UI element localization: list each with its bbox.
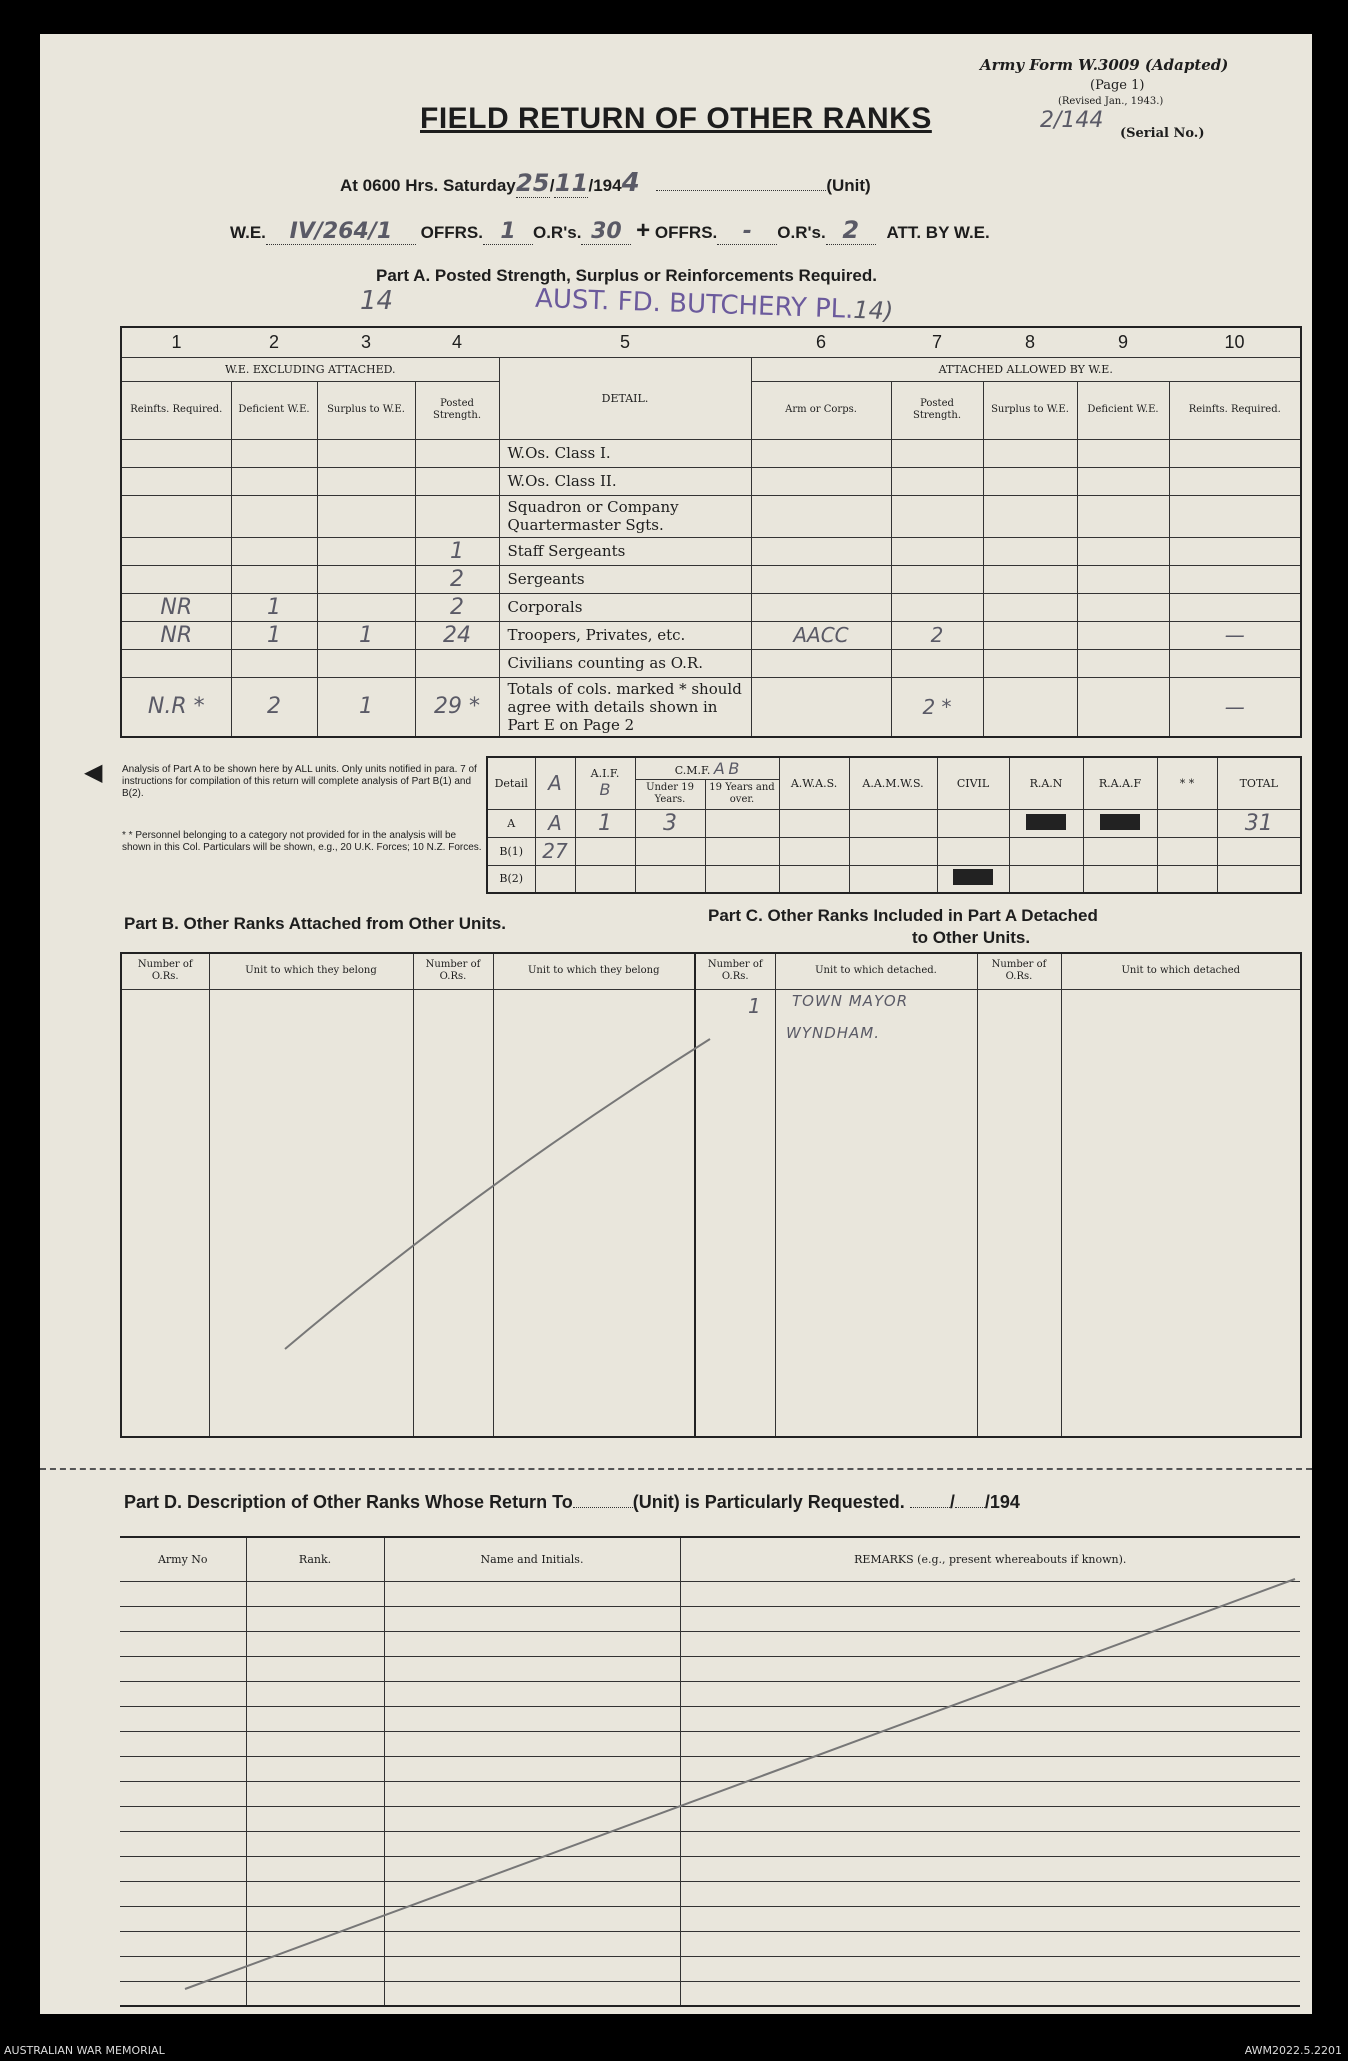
analysis-row-label: B(2)	[487, 865, 535, 893]
part-a-cell	[891, 593, 983, 621]
part-a-detail: Civilians counting as O.R.	[499, 649, 751, 677]
serial-value: 2/144	[1040, 108, 1104, 133]
part-a-cell	[317, 537, 415, 565]
part-a-cell	[317, 467, 415, 495]
part-bc-cell	[1061, 1405, 1301, 1437]
part-bc-cell	[121, 989, 209, 1021]
part-b-col: Number of O.Rs.	[413, 953, 493, 989]
part-a-cell: 2	[415, 593, 499, 621]
part-a-row	[121, 649, 1301, 677]
aif-label: A.I.F.	[590, 767, 620, 781]
part-bc-cell	[1061, 1085, 1301, 1117]
redacted-civil	[937, 865, 1009, 893]
analysis-header-civil: CIVIL	[937, 757, 1009, 809]
analysis-header-ran: R.A.N	[1009, 757, 1083, 809]
part-a-cell	[121, 649, 231, 677]
col-number: 6	[751, 327, 891, 357]
footer-right: AWM2022.5.2201	[1244, 2044, 1342, 2057]
part-a-note: 14	[360, 286, 394, 316]
analysis-header-aif	[575, 757, 635, 809]
part-bc-cell	[121, 1309, 209, 1341]
part-a-cell: 2	[231, 677, 317, 737]
part-bc-cell	[1061, 1341, 1301, 1373]
part-a-cell: 2	[891, 621, 983, 649]
page-label: (Page 1)	[1090, 78, 1145, 93]
date-year: /194	[588, 176, 622, 195]
part-a-cell	[1077, 649, 1169, 677]
analysis-cell: 27	[535, 837, 575, 865]
part-bc-cell	[977, 1085, 1061, 1117]
part-a-detail: Sergeants	[499, 565, 751, 593]
cmf-label: C.M.F.	[674, 763, 711, 777]
day-value: 25	[516, 169, 550, 197]
part-a-cell	[317, 495, 415, 537]
part-a-cell: 24	[415, 621, 499, 649]
analysis-note: Analysis of Part A to be shown here by ALL units. Only units notified in para. 7 of instructions for compilation of this return will complete analysis of Part B(1) and B(2).	[122, 764, 477, 799]
part-a-cell	[1169, 467, 1301, 495]
part-c-col: Number of O.Rs.	[695, 953, 775, 989]
right-col-header: Deficient W.E.	[1077, 381, 1169, 439]
part-a-cell	[983, 467, 1077, 495]
left-col-header: Reinfts. Required.	[121, 381, 231, 439]
part-a-row	[121, 593, 1301, 621]
right-col-header: Posted Strength.	[891, 381, 983, 439]
part-bc-cell	[121, 1021, 209, 1053]
col-number: 2	[231, 327, 317, 357]
col-number-row	[121, 327, 1301, 357]
right-group-header: ATTACHED ALLOWED BY W.E.	[751, 357, 1301, 381]
left-col-header: Posted Strength.	[415, 381, 499, 439]
part-bc-cell	[121, 1181, 209, 1213]
part-bc-cell	[1061, 1181, 1301, 1213]
part-c-heading-1: Part C. Other Ranks Included in Part A Detached	[708, 906, 1098, 925]
part-a-cell	[121, 495, 231, 537]
ors-label: O.R's.	[532, 223, 582, 242]
cmf-under-19: Under 19 Years.	[635, 779, 705, 809]
part-bc-cell	[121, 1245, 209, 1277]
part-bc-row	[121, 1373, 1301, 1405]
part-bc-cell	[977, 1245, 1061, 1277]
part-a-cell	[891, 537, 983, 565]
stamp-text: AUST. FD. BUTCHERY PL.	[534, 283, 854, 325]
page-title: FIELD RETURN OF OTHER RANKS	[420, 102, 932, 135]
part-a-cell	[891, 565, 983, 593]
part-bc-cell	[121, 1085, 209, 1117]
part-bc-cell	[775, 1053, 977, 1085]
redacted-raaf	[1083, 809, 1157, 837]
part-bc-cell	[1061, 1309, 1301, 1341]
part-bc-cell	[413, 1373, 493, 1405]
analysis-header-awas: A.W.A.S.	[779, 757, 849, 809]
part-bc-cell	[121, 1341, 209, 1373]
analysis-header-raaf: R.A.A.F	[1083, 757, 1157, 809]
part-bc-cell	[977, 1149, 1061, 1181]
part-bc-cell	[493, 989, 695, 1021]
part-bc-cell	[977, 1277, 1061, 1309]
part-a-cell	[317, 439, 415, 467]
part-a-cell	[1169, 565, 1301, 593]
part-b-strikethrough	[280, 1034, 720, 1354]
part-bc-cell	[977, 1213, 1061, 1245]
we-value: IV/264/1	[266, 219, 416, 245]
part-a-cell: 2 *	[891, 677, 983, 737]
part-bc-cell	[1061, 1053, 1301, 1085]
part-a-row	[121, 467, 1301, 495]
part-a-heading: Part A. Posted Strength, Surplus or Reinforcements Required.	[376, 266, 877, 285]
part-a-cell	[1169, 495, 1301, 537]
part-bc-cell	[209, 989, 413, 1021]
part-bc-cell	[695, 989, 775, 1021]
part-a-cell: —	[1169, 677, 1301, 737]
part-a-cell: NR	[121, 621, 231, 649]
part-bc-cell	[977, 989, 1061, 1021]
part-bc-cell	[209, 1405, 413, 1437]
analysis-total: 31	[1217, 809, 1301, 837]
part-bc-cell	[775, 1085, 977, 1117]
arrow-mark: ◀	[84, 758, 103, 786]
footer-left: AUSTRALIAN WAR MEMORIAL	[4, 2044, 165, 2057]
analysis-header-other: * *	[1157, 757, 1217, 809]
part-a-row	[121, 565, 1301, 593]
part-a-detail: Squadron or Company Quartermaster Sgts.	[499, 495, 751, 537]
part-a-cell	[1169, 593, 1301, 621]
part-bc-cell	[493, 1405, 695, 1437]
part-bc-cell	[413, 989, 493, 1021]
part-a-cell: 1	[317, 621, 415, 649]
part-a-cell	[1169, 537, 1301, 565]
part-a-cell	[1169, 649, 1301, 677]
part-a-row	[121, 439, 1301, 467]
part-bc-cell	[1061, 1277, 1301, 1309]
part-a-cell	[751, 467, 891, 495]
we-label: W.E.	[230, 223, 266, 242]
part-a-cell	[1077, 565, 1169, 593]
analysis-row-label: B(1)	[487, 837, 535, 865]
analysis-cell: 3	[635, 809, 705, 837]
part-a-cell	[891, 439, 983, 467]
part-bc-cell	[775, 1373, 977, 1405]
part-bc-cell	[775, 1245, 977, 1277]
part-bc-cell	[977, 1181, 1061, 1213]
part-a-cell	[751, 649, 891, 677]
part-a-cell: 1	[415, 537, 499, 565]
col-number: 3	[317, 327, 415, 357]
ors2-value: 2	[826, 216, 876, 245]
analysis-header-detail: Detail	[487, 757, 535, 809]
year-digit: 4	[621, 168, 640, 198]
part-a-cell: N.R *	[121, 677, 231, 737]
part-bc-row	[121, 1405, 1301, 1437]
part-bc-cell	[977, 1373, 1061, 1405]
part-a-cell	[983, 565, 1077, 593]
right-col-header: Surplus to W.E.	[983, 381, 1077, 439]
part-bc-cell	[695, 1405, 775, 1437]
part-a-cell	[1169, 439, 1301, 467]
part-c-col: Unit to which detached.	[775, 953, 977, 989]
analysis-cell: 1	[575, 809, 635, 837]
part-a-row	[121, 537, 1301, 565]
part-a-row	[121, 621, 1301, 649]
part-a-cell	[1077, 621, 1169, 649]
part-a-cell	[751, 593, 891, 621]
part-c-entry-unit-2: WYNDHAM.	[786, 1024, 881, 1042]
stamp-suffix: 14)	[852, 295, 894, 326]
part-bc-cell	[121, 1373, 209, 1405]
part-a-cell	[415, 649, 499, 677]
part-bc-cell	[977, 1053, 1061, 1085]
part-bc-cell	[977, 1117, 1061, 1149]
at-line	[340, 168, 871, 198]
analysis-header-total: TOTAL	[1217, 757, 1301, 809]
unit-label: (Unit)	[826, 176, 871, 195]
part-a-cell	[415, 467, 499, 495]
part-bc-cell	[977, 1021, 1061, 1053]
part-d-prefix: Part D. Description of Other Ranks Whose Return To	[124, 1492, 573, 1512]
analysis-row-label: A	[487, 809, 535, 837]
part-a-detail: Corporals	[499, 593, 751, 621]
plus-sign: +	[636, 217, 651, 244]
part-a-row	[121, 495, 1301, 537]
part-bc-cell	[1061, 989, 1301, 1021]
analysis-cell: A	[535, 809, 575, 837]
revised-label: (Revised Jan., 1943.)	[1058, 96, 1164, 107]
cmf-19-over: 19 Years and over.	[705, 779, 779, 809]
part-a-cell	[231, 467, 317, 495]
col-number: 5	[499, 327, 751, 357]
part-a-cell	[121, 467, 231, 495]
part-a-row	[121, 677, 1301, 737]
left-col-header: Surplus to W.E.	[317, 381, 415, 439]
part-bc-cell	[121, 1117, 209, 1149]
part-bc-cell	[121, 1405, 209, 1437]
part-d-date: /	[949, 1492, 955, 1512]
part-a-cell: 1	[231, 621, 317, 649]
part-bc-cell	[775, 1341, 977, 1373]
part-bc-cell	[775, 1181, 977, 1213]
part-a-cell	[751, 677, 891, 737]
part-a-cell	[891, 467, 983, 495]
part-d-heading	[124, 1492, 1020, 1513]
analysis-row-b1	[487, 837, 1301, 865]
part-a-cell	[983, 593, 1077, 621]
part-a-cell: NR	[121, 593, 231, 621]
part-a-cell	[231, 565, 317, 593]
part-a-cell	[1077, 467, 1169, 495]
analysis-hw-b: B	[599, 780, 611, 800]
part-a-cell: AACC	[751, 621, 891, 649]
redacted-ran	[1009, 809, 1083, 837]
part-a-cell	[231, 537, 317, 565]
part-a-cell: 2	[415, 565, 499, 593]
offrs2-value: -	[717, 219, 777, 245]
part-a-cell	[1077, 439, 1169, 467]
part-bc-cell	[493, 1373, 695, 1405]
part-a-cell	[317, 649, 415, 677]
part-bc-cell	[1061, 1021, 1301, 1053]
col-number: 7	[891, 327, 983, 357]
offrs-label-2: OFFRS.	[654, 223, 718, 242]
part-bc-cell	[977, 1405, 1061, 1437]
part-bc-cell	[775, 1213, 977, 1245]
part-bc-cell	[209, 1373, 413, 1405]
part-bc-cell	[121, 1277, 209, 1309]
part-c-entry-unit-1: TOWN MAYOR	[792, 992, 909, 1010]
part-a-cell	[231, 495, 317, 537]
part-a-cell	[415, 495, 499, 537]
part-a-cell	[317, 565, 415, 593]
part-a-detail: W.Os. Class II.	[499, 467, 751, 495]
part-a-table	[120, 326, 1302, 738]
unit-stamp	[535, 284, 894, 326]
part-bc-cell	[121, 1053, 209, 1085]
part-a-cell	[121, 439, 231, 467]
part-a-cell	[751, 495, 891, 537]
part-bc-cell	[775, 1117, 977, 1149]
analysis-hw-a: A	[535, 757, 575, 809]
part-bc-cell	[1061, 1373, 1301, 1405]
offrs-label: OFFRS.	[420, 223, 483, 242]
part-a-cell	[1077, 537, 1169, 565]
analysis-row-b2	[487, 865, 1301, 893]
part-a-cell: —	[1169, 621, 1301, 649]
part-a-cell	[891, 649, 983, 677]
part-a-cell	[231, 649, 317, 677]
part-a-detail: Troopers, Privates, etc.	[499, 621, 751, 649]
part-a-detail: Staff Sergeants	[499, 537, 751, 565]
part-d-col-rank: Rank.	[246, 1537, 384, 1581]
part-bc-cell	[695, 1373, 775, 1405]
part-c-entry-num: 1	[748, 994, 761, 1018]
part-d-col-army-no: Army No	[120, 1537, 246, 1581]
part-a-cell	[983, 495, 1077, 537]
part-b-col: Number of O.Rs.	[121, 953, 209, 989]
col-number: 8	[983, 327, 1077, 357]
part-b-col: Unit to which they belong	[209, 953, 413, 989]
right-col-header: Reinfts. Required.	[1169, 381, 1301, 439]
date-slash: /	[549, 176, 555, 195]
part-a-cell	[983, 439, 1077, 467]
part-bc-cell	[1061, 1117, 1301, 1149]
part-bc-cell	[775, 1149, 977, 1181]
part-bc-cell	[121, 1213, 209, 1245]
col-number: 10	[1169, 327, 1301, 357]
part-c-heading-2: to Other Units.	[912, 928, 1031, 947]
part-d-col-remarks: REMARKS (e.g., present whereabouts if known).	[680, 1537, 1300, 1581]
part-bc-cell	[1061, 1213, 1301, 1245]
part-bc-cell	[977, 1341, 1061, 1373]
part-b-col: Unit to which they belong	[493, 953, 695, 989]
analysis-note-2: * * Personnel belonging to a category not provided for in the analysis will be shown in this Col. Particulars will be shown, e.g., 20 U.K. Forces; 10 N.Z. Forces.	[122, 830, 482, 853]
detail-header: DETAIL.	[499, 357, 751, 439]
part-a-cell	[983, 649, 1077, 677]
part-a-cell	[231, 439, 317, 467]
part-bc-cell	[775, 1277, 977, 1309]
left-col-header: Deficient W.E.	[231, 381, 317, 439]
offrs-value: 1	[483, 219, 533, 245]
part-a-cell	[1077, 677, 1169, 737]
army-form-label: Army Form W.3009 (Adapted)	[980, 56, 1229, 74]
part-a-cell	[751, 537, 891, 565]
part-bc-cell	[977, 1309, 1061, 1341]
col-number: 1	[121, 327, 231, 357]
right-col-header: Arm or Corps.	[751, 381, 891, 439]
analysis-row-a	[487, 809, 1301, 837]
part-bc-cell	[775, 1309, 977, 1341]
part-a-cell: 29 *	[415, 677, 499, 737]
att-label: ATT. BY W.E.	[886, 223, 990, 242]
part-a-detail: W.Os. Class I.	[499, 439, 751, 467]
part-bc-cell	[1061, 1245, 1301, 1277]
part-c-col: Number of O.Rs.	[977, 953, 1061, 989]
part-a-cell	[983, 677, 1077, 737]
part-d-col-name: Name and Initials.	[384, 1537, 680, 1581]
analysis-header-aamws: A.A.M.W.S.	[849, 757, 937, 809]
part-a-cell: 1	[317, 677, 415, 737]
at-prefix: At 0600 Hrs. Saturday	[340, 176, 516, 195]
part-a-cell	[983, 537, 1077, 565]
part-a-cell	[317, 593, 415, 621]
part-d-year: /194	[984, 1492, 1020, 1512]
part-a-cell	[751, 439, 891, 467]
part-d-strikethrough	[180, 1574, 1300, 1994]
part-a-cell	[121, 565, 231, 593]
analysis-hw-a2: A	[713, 758, 725, 778]
analysis-table	[486, 756, 1302, 894]
part-a-cell	[1077, 495, 1169, 537]
ors-label-2: O.R's.	[777, 223, 826, 242]
part-a-cell	[751, 565, 891, 593]
ors-value: 30	[581, 219, 631, 245]
part-bc-cell	[775, 1405, 977, 1437]
part-b-heading: Part B. Other Ranks Attached from Other Units.	[124, 914, 506, 933]
part-d-mid: (Unit) is Particularly Requested.	[632, 1492, 905, 1512]
part-bc-cell	[1061, 1149, 1301, 1181]
part-a-cell	[891, 495, 983, 537]
part-c-col: Unit to which detached	[1061, 953, 1301, 989]
part-a-detail: Totals of cols. marked * should agree with details shown in Part E on Page 2	[499, 677, 751, 737]
part-bc-row	[121, 989, 1301, 1021]
tear-line	[40, 1468, 1312, 1470]
analysis-header-cmf	[635, 757, 779, 779]
part-a-cell	[415, 439, 499, 467]
analysis-hw-b2: B	[728, 758, 740, 778]
we-line	[230, 216, 990, 245]
left-group-header: W.E. EXCLUDING ATTACHED.	[121, 357, 499, 381]
serial-label: (Serial No.)	[1120, 126, 1205, 141]
form-sheet	[40, 34, 1312, 2014]
month-value: 11	[554, 169, 589, 197]
part-a-cell: 1	[231, 593, 317, 621]
part-a-cell	[1077, 593, 1169, 621]
part-bc-cell	[413, 1405, 493, 1437]
col-number: 9	[1077, 327, 1169, 357]
part-a-cell	[983, 621, 1077, 649]
col-number: 4	[415, 327, 499, 357]
part-a-cell	[121, 537, 231, 565]
part-bc-cell	[121, 1149, 209, 1181]
